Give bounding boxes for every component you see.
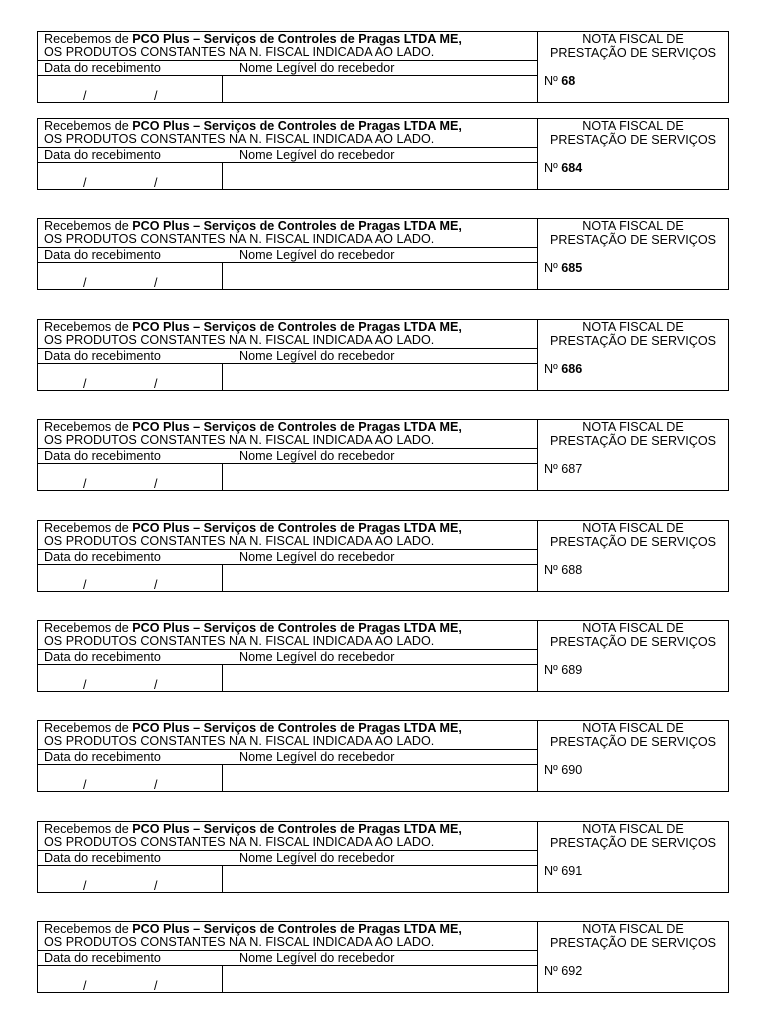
receiver-name-field[interactable]	[223, 665, 537, 691]
receipt-acknowledgement	[38, 721, 538, 791]
date-received-label: Data do recebimento	[44, 750, 161, 764]
date-separator: /	[154, 778, 158, 792]
date-separator: /	[83, 176, 87, 190]
receiver-name-label: Nome Legível do recebedor	[239, 61, 395, 75]
date-separator: /	[154, 678, 158, 692]
invoice-title-line-2: PRESTAÇÃO DE SERVIÇOS	[549, 635, 717, 649]
received-from-text: Recebemos de	[44, 922, 133, 936]
invoice-number	[544, 261, 582, 275]
field-inputs-row	[38, 463, 537, 490]
receipt-stub-684	[37, 118, 729, 190]
invoice-number-prefix: Nº	[544, 663, 562, 677]
date-received-label: Data do recebimento	[44, 449, 161, 463]
invoice-number	[544, 462, 582, 476]
invoice-number	[544, 161, 582, 175]
invoice-title-line-1: NOTA FISCAL DE	[582, 320, 684, 334]
receipt-line-1	[44, 822, 462, 836]
invoice-number	[544, 763, 582, 777]
invoice-title-line-1: NOTA FISCAL DE	[582, 721, 684, 735]
receipt-stub-68	[37, 31, 729, 103]
date-separator: /	[83, 979, 87, 993]
company-name: PCO Plus – Serviços de Controles de Pragas LTDA ME,	[132, 32, 462, 46]
date-received-field[interactable]	[38, 866, 223, 892]
date-received-label: Data do recebimento	[44, 248, 161, 262]
invoice-title	[538, 320, 728, 348]
receipt-stub-687	[37, 419, 729, 491]
receipt-acknowledgement	[38, 521, 538, 591]
date-separator: /	[154, 879, 158, 893]
receipt-stub-689	[37, 620, 729, 692]
invoice-number-prefix: Nº	[544, 362, 562, 376]
receipt-line-1	[44, 521, 462, 535]
invoice-title	[538, 32, 728, 60]
field-labels-row	[38, 448, 537, 464]
date-received-label: Data do recebimento	[44, 951, 161, 965]
received-from-text: Recebemos de	[44, 621, 133, 635]
company-name: PCO Plus – Serviços de Controles de Pragas LTDA ME,	[132, 320, 462, 334]
invoice-number-value: 691	[561, 864, 583, 878]
receiver-name-field[interactable]	[223, 765, 537, 791]
invoice-number	[544, 362, 582, 376]
invoice-title	[538, 219, 728, 247]
receipt-line-1	[44, 420, 462, 434]
receipt-acknowledgement	[38, 32, 538, 102]
invoice-info	[538, 420, 728, 490]
invoice-title-line-1: NOTA FISCAL DE	[582, 420, 684, 434]
date-separator: /	[83, 778, 87, 792]
invoice-number-prefix: Nº	[544, 763, 562, 777]
receipt-stub-691	[37, 821, 729, 893]
receiver-name-field[interactable]	[223, 163, 537, 189]
date-received-label: Data do recebimento	[44, 550, 161, 564]
invoice-title-line-2: PRESTAÇÃO DE SERVIÇOS	[549, 434, 717, 448]
receipt-line-2: OS PRODUTOS CONSTANTES NA N. FISCAL INDICADA AO LADO.	[44, 45, 435, 59]
invoice-title-line-1: NOTA FISCAL DE	[582, 32, 684, 46]
received-from-text: Recebemos de	[44, 420, 133, 434]
field-inputs-row	[38, 363, 537, 390]
invoice-title-line-2: PRESTAÇÃO DE SERVIÇOS	[549, 46, 717, 60]
invoice-title-line-2: PRESTAÇÃO DE SERVIÇOS	[549, 133, 717, 147]
date-received-field[interactable]	[38, 76, 223, 102]
date-separator: /	[83, 879, 87, 893]
receipt-line-1	[44, 922, 462, 936]
date-separator: /	[83, 377, 87, 391]
receipt-line-2: OS PRODUTOS CONSTANTES NA N. FISCAL INDICADA AO LADO.	[44, 333, 435, 347]
invoice-number-prefix: Nº	[544, 864, 562, 878]
receiver-name-label: Nome Legível do recebedor	[239, 951, 395, 965]
invoice-title-line-2: PRESTAÇÃO DE SERVIÇOS	[549, 836, 717, 850]
field-labels-row	[38, 348, 537, 364]
receipt-acknowledgement	[38, 420, 538, 490]
receipt-line-1	[44, 621, 462, 635]
received-from-text: Recebemos de	[44, 822, 133, 836]
invoice-title	[538, 922, 728, 950]
receiver-name-field[interactable]	[223, 565, 537, 591]
receipt-line-2: OS PRODUTOS CONSTANTES NA N. FISCAL INDICADA AO LADO.	[44, 835, 435, 849]
receipt-acknowledgement	[38, 822, 538, 892]
receipt-stub-685	[37, 218, 729, 290]
receiver-name-field[interactable]	[223, 866, 537, 892]
receiver-name-label: Nome Legível do recebedor	[239, 349, 395, 363]
receipt-acknowledgement	[38, 320, 538, 390]
field-inputs-row	[38, 764, 537, 791]
company-name: PCO Plus – Serviços de Controles de Pragas LTDA ME,	[132, 721, 462, 735]
date-separator: /	[83, 89, 87, 103]
received-from-text: Recebemos de	[44, 320, 133, 334]
invoice-info	[538, 521, 728, 591]
field-labels-row	[38, 549, 537, 565]
company-name: PCO Plus – Serviços de Controles de Pragas LTDA ME,	[132, 922, 462, 936]
field-labels-row	[38, 649, 537, 665]
receiver-name-field[interactable]	[223, 76, 537, 102]
receipt-acknowledgement	[38, 119, 538, 189]
date-separator: /	[154, 477, 158, 491]
date-separator: /	[154, 276, 158, 290]
receipt-line-2: OS PRODUTOS CONSTANTES NA N. FISCAL INDICADA AO LADO.	[44, 232, 435, 246]
company-name: PCO Plus – Serviços de Controles de Pragas LTDA ME,	[132, 219, 462, 233]
field-inputs-row	[38, 564, 537, 591]
invoice-title-line-2: PRESTAÇÃO DE SERVIÇOS	[549, 936, 717, 950]
invoice-title-line-1: NOTA FISCAL DE	[582, 521, 684, 535]
receipt-stub-690	[37, 720, 729, 792]
invoice-number-prefix: Nº	[544, 261, 562, 275]
invoice-info	[538, 621, 728, 691]
invoice-number-value: 686	[561, 362, 583, 376]
invoice-number-value: 684	[561, 161, 583, 175]
receipt-line-2: OS PRODUTOS CONSTANTES NA N. FISCAL INDICADA AO LADO.	[44, 433, 435, 447]
receipt-line-2: OS PRODUTOS CONSTANTES NA N. FISCAL INDICADA AO LADO.	[44, 734, 435, 748]
invoice-title-line-2: PRESTAÇÃO DE SERVIÇOS	[549, 535, 717, 549]
receiver-name-field[interactable]	[223, 263, 537, 289]
date-separator: /	[154, 377, 158, 391]
date-received-label: Data do recebimento	[44, 61, 161, 75]
invoice-title-line-2: PRESTAÇÃO DE SERVIÇOS	[549, 334, 717, 348]
invoice-title	[538, 119, 728, 147]
field-inputs-row	[38, 664, 537, 691]
receipt-acknowledgement	[38, 621, 538, 691]
invoice-info	[538, 219, 728, 289]
receiver-name-label: Nome Legível do recebedor	[239, 449, 395, 463]
received-from-text: Recebemos de	[44, 721, 133, 735]
company-name: PCO Plus – Serviços de Controles de Pragas LTDA ME,	[132, 621, 462, 635]
received-from-text: Recebemos de	[44, 119, 133, 133]
date-received-field[interactable]	[38, 765, 223, 791]
field-labels-row	[38, 60, 537, 76]
date-received-field[interactable]	[38, 464, 223, 490]
invoice-title-line-1: NOTA FISCAL DE	[582, 922, 684, 936]
date-separator: /	[83, 678, 87, 692]
invoice-title-line-1: NOTA FISCAL DE	[582, 822, 684, 836]
receipt-acknowledgement	[38, 219, 538, 289]
receipt-acknowledgement	[38, 922, 538, 992]
receiver-name-field[interactable]	[223, 464, 537, 490]
received-from-text: Recebemos de	[44, 219, 133, 233]
invoice-title	[538, 822, 728, 850]
receipt-stub-686	[37, 319, 729, 391]
invoice-number-value: 68	[561, 74, 576, 88]
receipt-line-1	[44, 32, 462, 46]
receipt-line-1	[44, 219, 462, 233]
receiver-name-field[interactable]	[223, 966, 537, 992]
invoice-number	[544, 663, 582, 677]
field-inputs-row	[38, 965, 537, 992]
company-name: PCO Plus – Serviços de Controles de Pragas LTDA ME,	[132, 822, 462, 836]
date-received-label: Data do recebimento	[44, 851, 161, 865]
receipt-line-2: OS PRODUTOS CONSTANTES NA N. FISCAL INDICADA AO LADO.	[44, 634, 435, 648]
invoice-title-line-2: PRESTAÇÃO DE SERVIÇOS	[549, 233, 717, 247]
invoice-info	[538, 922, 728, 992]
invoice-number	[544, 74, 575, 88]
date-received-field[interactable]	[38, 565, 223, 591]
invoice-number-prefix: Nº	[544, 161, 562, 175]
date-received-field[interactable]	[38, 364, 223, 390]
company-name: PCO Plus – Serviços de Controles de Pragas LTDA ME,	[132, 521, 462, 535]
invoice-info	[538, 32, 728, 102]
receiver-name-label: Nome Legível do recebedor	[239, 248, 395, 262]
field-labels-row	[38, 950, 537, 966]
invoice-number-value: 687	[561, 462, 583, 476]
invoice-number-prefix: Nº	[544, 563, 562, 577]
date-received-field[interactable]	[38, 263, 223, 289]
field-labels-row	[38, 147, 537, 163]
date-separator: /	[154, 89, 158, 103]
invoice-title	[538, 621, 728, 649]
date-separator: /	[154, 979, 158, 993]
date-received-field[interactable]	[38, 966, 223, 992]
invoice-title-line-2: PRESTAÇÃO DE SERVIÇOS	[549, 735, 717, 749]
receiver-name-field[interactable]	[223, 364, 537, 390]
receipt-line-2: OS PRODUTOS CONSTANTES NA N. FISCAL INDICADA AO LADO.	[44, 534, 435, 548]
received-from-text: Recebemos de	[44, 521, 133, 535]
date-received-field[interactable]	[38, 163, 223, 189]
date-separator: /	[154, 176, 158, 190]
invoice-number-value: 689	[561, 663, 583, 677]
invoice-number-value: 690	[561, 763, 583, 777]
date-separator: /	[154, 578, 158, 592]
field-inputs-row	[38, 75, 537, 102]
receiver-name-label: Nome Legível do recebedor	[239, 650, 395, 664]
date-received-label: Data do recebimento	[44, 650, 161, 664]
invoice-number	[544, 563, 582, 577]
invoice-title-line-1: NOTA FISCAL DE	[582, 219, 684, 233]
receipt-line-1	[44, 119, 462, 133]
field-labels-row	[38, 247, 537, 263]
date-separator: /	[83, 276, 87, 290]
invoice-title	[538, 721, 728, 749]
receipt-line-1	[44, 320, 462, 334]
invoice-title	[538, 420, 728, 448]
receiver-name-label: Nome Legível do recebedor	[239, 148, 395, 162]
receiver-name-label: Nome Legível do recebedor	[239, 851, 395, 865]
date-separator: /	[83, 477, 87, 491]
date-received-field[interactable]	[38, 665, 223, 691]
receipt-stub-688	[37, 520, 729, 592]
date-received-label: Data do recebimento	[44, 349, 161, 363]
receiver-name-label: Nome Legível do recebedor	[239, 550, 395, 564]
invoice-number-value: 685	[561, 261, 583, 275]
invoice-number-prefix: Nº	[544, 964, 562, 978]
field-inputs-row	[38, 262, 537, 289]
company-name: PCO Plus – Serviços de Controles de Pragas LTDA ME,	[132, 420, 462, 434]
invoice-title	[538, 521, 728, 549]
receipt-line-2: OS PRODUTOS CONSTANTES NA N. FISCAL INDICADA AO LADO.	[44, 935, 435, 949]
invoice-number-prefix: Nº	[544, 74, 562, 88]
field-inputs-row	[38, 162, 537, 189]
invoice-title-line-1: NOTA FISCAL DE	[582, 119, 684, 133]
invoice-number-value: 692	[561, 964, 583, 978]
date-separator: /	[83, 578, 87, 592]
receipt-line-1	[44, 721, 462, 735]
invoice-number-prefix: Nº	[544, 462, 562, 476]
field-inputs-row	[38, 865, 537, 892]
field-labels-row	[38, 749, 537, 765]
receipt-stub-692	[37, 921, 729, 993]
invoice-number	[544, 864, 582, 878]
invoice-info	[538, 721, 728, 791]
invoice-title-line-1: NOTA FISCAL DE	[582, 621, 684, 635]
invoice-info	[538, 119, 728, 189]
receiver-name-label: Nome Legível do recebedor	[239, 750, 395, 764]
company-name: PCO Plus – Serviços de Controles de Pragas LTDA ME,	[132, 119, 462, 133]
invoice-number	[544, 964, 582, 978]
receipt-line-2: OS PRODUTOS CONSTANTES NA N. FISCAL INDICADA AO LADO.	[44, 132, 435, 146]
received-from-text: Recebemos de	[44, 32, 133, 46]
invoice-info	[538, 822, 728, 892]
invoice-number-value: 688	[561, 563, 583, 577]
date-received-label: Data do recebimento	[44, 148, 161, 162]
invoice-info	[538, 320, 728, 390]
field-labels-row	[38, 850, 537, 866]
